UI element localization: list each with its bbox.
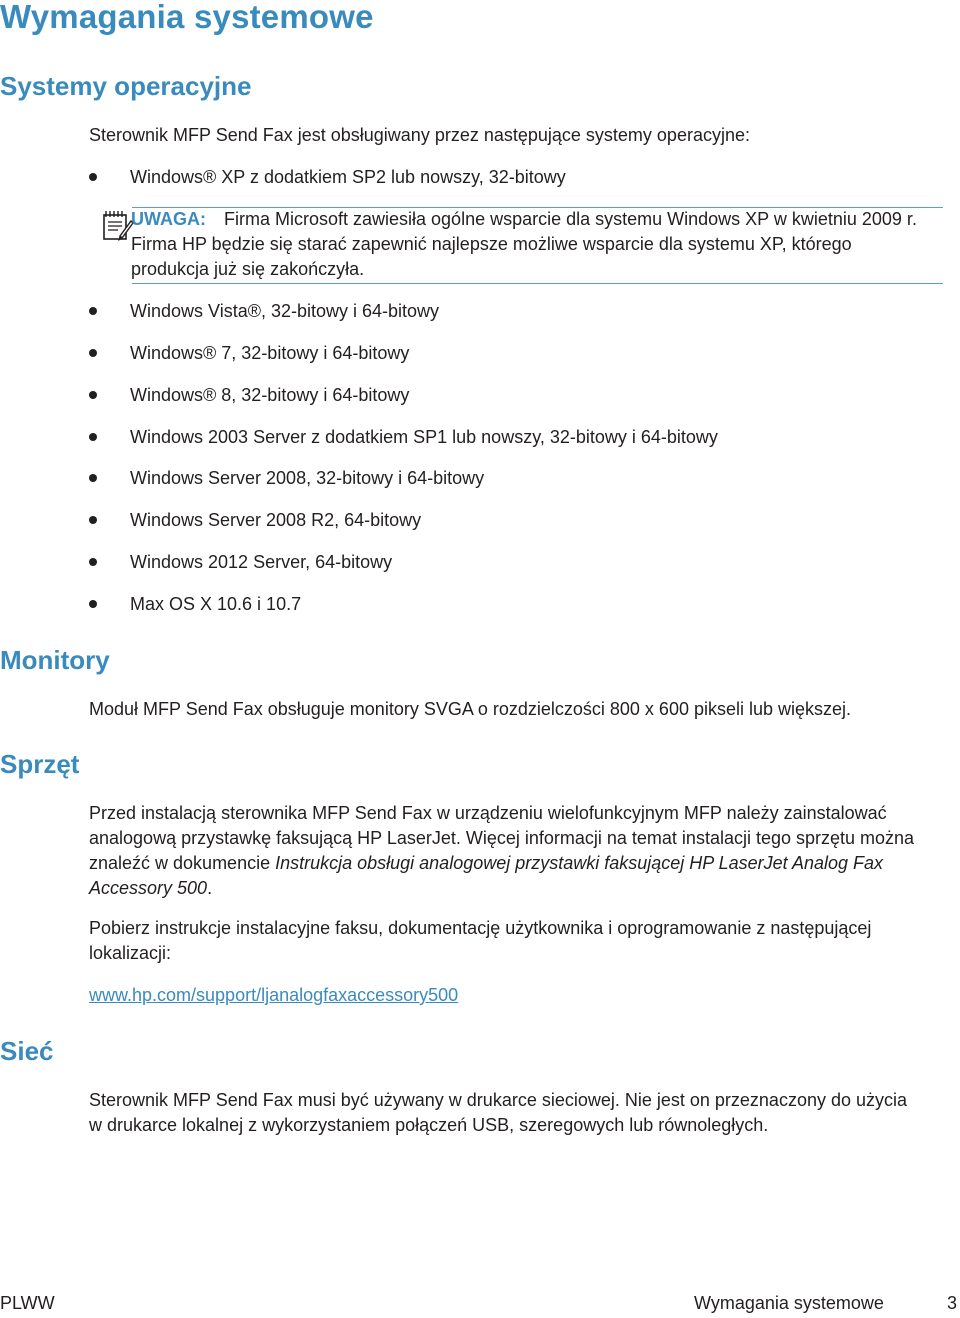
- note-label: UWAGA:: [131, 209, 206, 229]
- page-title: Wymagania systemowe: [0, 0, 374, 35]
- bullet-icon: [89, 173, 97, 181]
- section-heading-hardware: Sprzęt: [0, 749, 80, 779]
- bullet-icon: [89, 391, 97, 399]
- bullet-icon: [89, 600, 97, 608]
- bullet-icon: [89, 349, 97, 357]
- hardware-paragraph-1-end: .: [207, 878, 213, 898]
- note-pad-icon: [100, 208, 134, 242]
- note-bottom-rule: [132, 283, 943, 284]
- list-item-text: Windows Server 2008 R2, 64-bitowy: [130, 510, 422, 530]
- section-heading-monitors: Monitory: [0, 645, 110, 675]
- page-number: 3: [947, 1293, 958, 1313]
- list-item-text: Max OS X 10.6 i 10.7: [130, 594, 302, 614]
- bullet-icon: [89, 474, 97, 482]
- network-text: Sterownik MFP Send Fax musi być używany w drukarce sieciowej. Nie jest on przeznaczony do użycia w drukarce lokalnej z wykorzystaniem połączeń USB, szeregowych lub równoległych.: [89, 1090, 908, 1135]
- section-heading-os: Systemy operacyjne: [0, 71, 252, 101]
- bullet-icon: [89, 307, 97, 315]
- bullet-icon: [89, 516, 97, 524]
- list-item-text: Windows® 7, 32-bitowy i 64-bitowy: [130, 343, 410, 363]
- note-text: Firma Microsoft zawiesiła ogólne wsparcie dla systemu Windows XP w kwietniu 2009 r. Firma HP będzie się starać zapewnić najlepsze możliwe wsparcie dla systemu XP, którego produkcja już się zakończyła.: [131, 209, 917, 279]
- support-link-container: [89, 983, 458, 1009]
- list-item-text: Windows® XP z dodatkiem SP2 lub nowszy, 32-bitowy: [130, 167, 566, 187]
- hardware-paragraph-1: [89, 801, 949, 901]
- section-heading-network: Sieć: [0, 1036, 54, 1066]
- bullet-icon: [89, 558, 97, 566]
- os-intro: Sterownik MFP Send Fax jest obsługiwany przez następujące systemy operacyjne:: [89, 125, 750, 145]
- hardware-paragraph-2: Pobierz instrukcje instalacyjne faksu, dokumentację użytkownika i oprogramowanie z następującej lokalizacji:: [89, 918, 872, 963]
- monitors-text: Moduł MFP Send Fax obsługuje monitory SVGA o rozdzielczości 800 x 600 pikseli lub większej.: [89, 699, 852, 719]
- document-title: Instrukcja obsługi analogowej przystawki faksującej HP LaserJet Analog Fax Accessory 500: [89, 853, 884, 898]
- support-link[interactable]: www.hp.com/support/ljanalogfaxaccessory500: [89, 985, 459, 1005]
- list-item-text: Windows® 8, 32-bitowy i 64-bitowy: [130, 385, 410, 405]
- hardware-paragraph-1-text: Przed instalacją sterownika MFP Send Fax w urządzeniu wielofunkcyjnym MFP należy zainstalować analogową przystawkę faksującą HP LaserJet. Więcej informacji na temat instalacji tego sprzętu można znaleźć w dokumencie: [89, 803, 915, 873]
- bullet-icon: [89, 433, 97, 441]
- footer-left: PLWW: [0, 1293, 55, 1313]
- list-item-text: Windows 2003 Server z dodatkiem SP1 lub nowszy, 32-bitowy i 64-bitowy: [130, 427, 718, 447]
- note-box: [131, 207, 921, 282]
- list-item-text: Windows 2012 Server, 64-bitowy: [130, 552, 393, 572]
- list-item-text: Windows Vista®, 32-bitowy i 64-bitowy: [130, 301, 440, 321]
- list-item-text: Windows Server 2008, 32-bitowy i 64-bitowy: [130, 468, 485, 488]
- footer-center: Wymagania systemowe: [694, 1293, 884, 1313]
